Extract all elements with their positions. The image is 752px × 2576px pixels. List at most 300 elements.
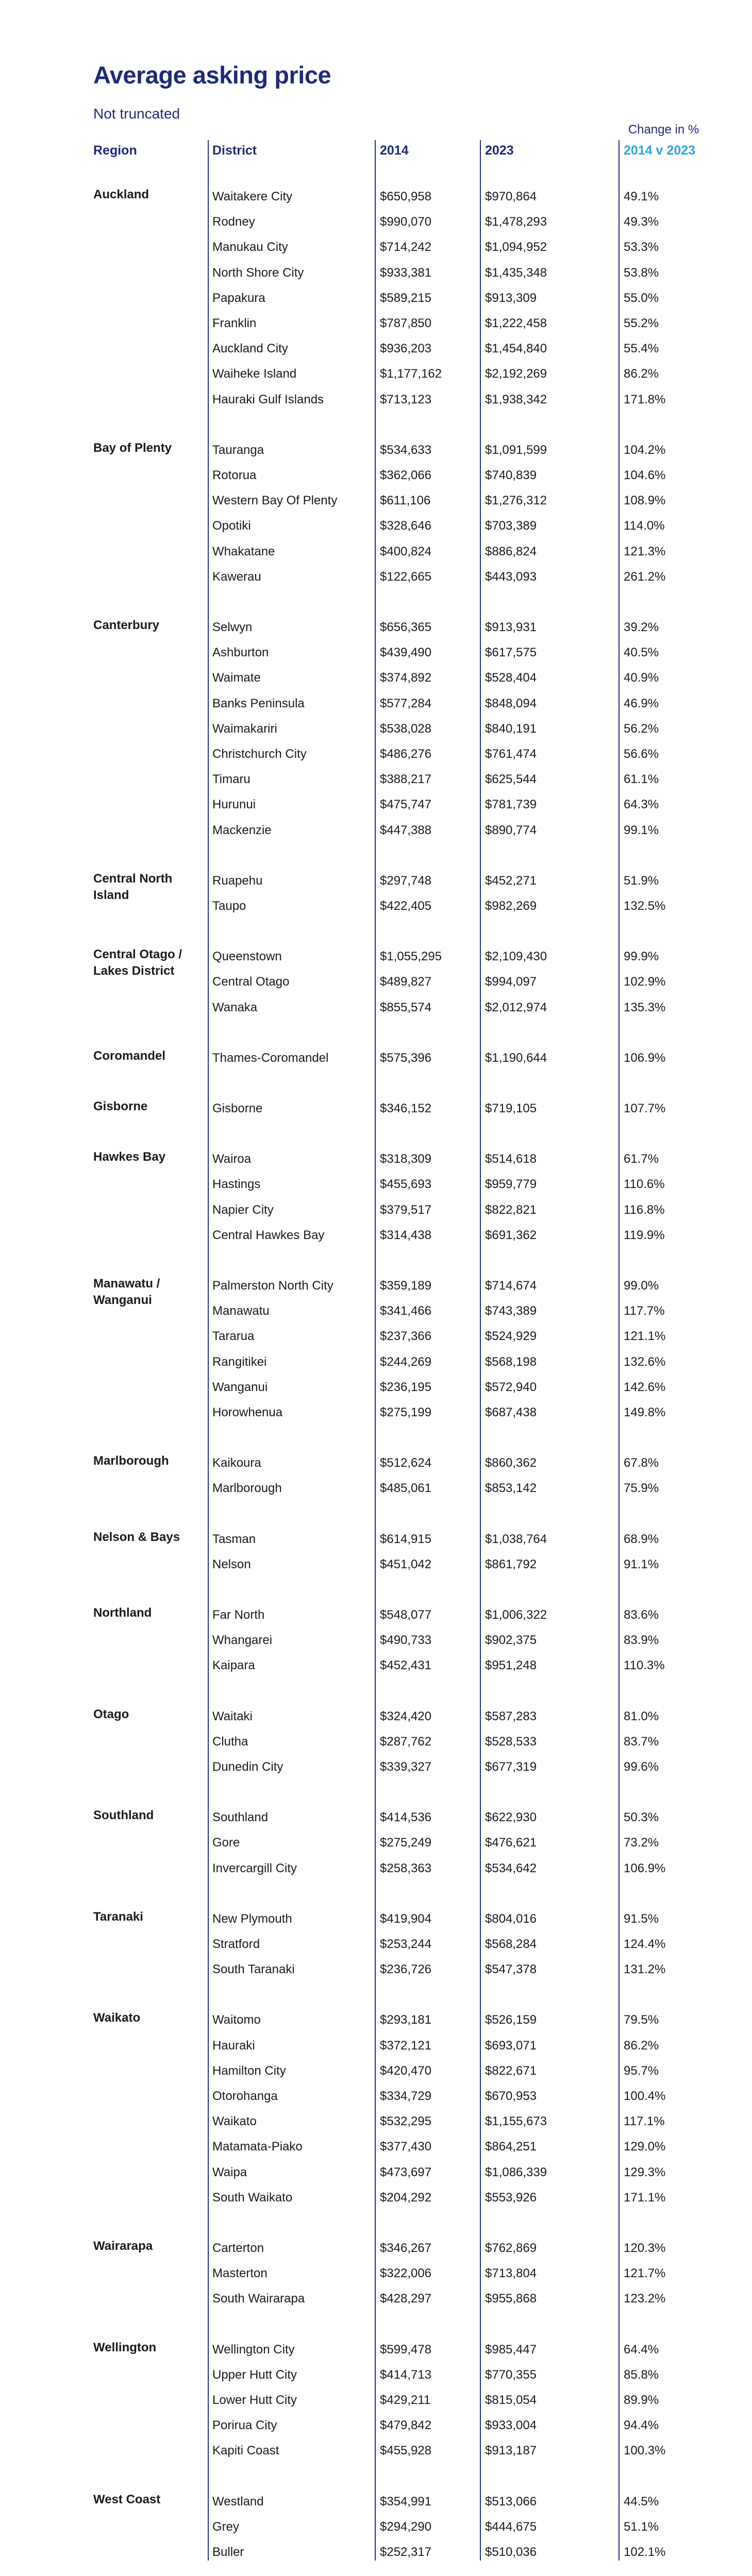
district-cell: Whangarei	[212, 1633, 273, 1648]
price-2014-cell: $475,747	[380, 798, 432, 812]
price-2023-cell: $670,953	[485, 2089, 537, 2103]
price-2023-cell: $693,071	[485, 2038, 537, 2053]
table-row	[0, 2088, 752, 2113]
price-2014-cell: $346,152	[380, 1101, 432, 1115]
district-cell: Central Hawkes Bay	[212, 1228, 325, 1242]
price-2023-cell: $568,198	[485, 1354, 537, 1369]
price-2023-cell: $587,283	[485, 1709, 537, 1723]
district-cell: Rangitikei	[212, 1354, 267, 1369]
price-2014-cell: $253,244	[380, 1937, 432, 1951]
table-row	[0, 1354, 752, 1379]
change-percent-cell: 102.9%	[624, 975, 666, 989]
price-2023-cell: $703,389	[485, 519, 537, 533]
change-percent-cell: 61.1%	[624, 772, 659, 787]
district-cell: Opotiki	[212, 519, 251, 533]
price-2014-cell: $414,713	[380, 2367, 432, 2382]
district-cell: Far North	[212, 1608, 265, 1622]
change-percent-cell: 99.9%	[624, 950, 659, 964]
district-cell: South Wairarapa	[212, 2292, 305, 2306]
change-percent-cell: 67.8%	[624, 1456, 659, 1470]
price-2023-cell: $840,191	[485, 721, 537, 736]
table-row	[0, 1657, 752, 1683]
region-name: Waikato	[93, 2011, 141, 2025]
district-cell: Marlborough	[212, 1481, 282, 1496]
price-2023-cell: $510,036	[485, 2545, 537, 2559]
district-cell: Waitomo	[212, 2013, 261, 2027]
table-row	[0, 1809, 752, 1835]
district-cell: Nelson	[212, 1557, 251, 1571]
change-percent-cell: 108.9%	[624, 494, 666, 508]
price-2014-cell: $589,215	[380, 291, 432, 305]
district-cell: Napier City	[212, 1202, 274, 1217]
region-name: Wellington	[93, 2340, 157, 2354]
change-percent-cell: 135.3%	[624, 1000, 666, 1014]
price-2023-cell: $822,671	[485, 2063, 537, 2078]
district-cell: South Waikato	[212, 2190, 293, 2205]
price-2023-cell: $770,355	[485, 2367, 537, 2382]
region-name: Gisborne	[93, 1099, 148, 1113]
table-row	[0, 873, 752, 898]
price-2014-cell: $400,824	[380, 544, 432, 558]
price-2023-cell: $524,929	[485, 1329, 537, 1344]
price-2014-cell: $339,327	[380, 1760, 432, 1774]
price-2014-cell: $294,290	[380, 2519, 432, 2534]
change-percent-cell: 171.1%	[624, 2190, 666, 2205]
region-name: Central Otago / Lakes District	[93, 947, 182, 978]
price-2023-cell: $687,438	[485, 1405, 537, 1419]
table-row	[0, 1911, 752, 1936]
district-cell: Manawatu	[212, 1304, 270, 1318]
change-percent-cell: 46.9%	[624, 696, 659, 710]
price-2014-cell: $334,729	[380, 2089, 432, 2103]
price-2014-cell: $575,396	[380, 1050, 432, 1065]
district-cell: Stratford	[212, 1937, 260, 1951]
district-cell: Timaru	[212, 772, 250, 787]
region-name: Marlborough	[93, 1454, 169, 1468]
district-cell: North Shore City	[212, 265, 304, 280]
price-2023-cell: $762,869	[485, 2241, 537, 2255]
table-row	[0, 265, 752, 290]
price-2023-cell: $1,091,599	[485, 443, 547, 457]
price-2023-cell: $1,478,293	[485, 215, 547, 229]
district-column-header: District	[212, 143, 257, 158]
change-percent-cell: 64.3%	[624, 798, 659, 812]
district-cell: Tasman	[212, 1532, 256, 1546]
district-cell: Upper Hutt City	[212, 2367, 297, 2382]
change-percent-cell: 110.6%	[624, 1177, 665, 1192]
price-2023-cell: $2,109,430	[485, 950, 547, 964]
price-2014-cell: $933,381	[380, 265, 432, 280]
region-name: Bay of Plenty	[93, 440, 172, 455]
change-column-header: 2014 v 2023	[624, 143, 696, 158]
price-2023-cell: $553,926	[485, 2190, 537, 2205]
price-2023-cell: $1,938,342	[485, 392, 547, 406]
table-row	[0, 2190, 752, 2215]
price-2023-cell: $514,618	[485, 1152, 537, 1166]
price-2023-cell: $740,839	[485, 468, 537, 482]
price-2014-cell: $512,624	[380, 1456, 432, 1470]
price-2023-cell: $1,435,348	[485, 265, 547, 280]
price-2014-cell: $237,366	[380, 1329, 432, 1344]
price-2014-cell: $354,991	[380, 2494, 432, 2509]
change-percent-cell: 114.0%	[624, 519, 665, 533]
year-2014-column-header: 2014	[380, 143, 409, 158]
district-cell: Banks Peninsula	[212, 696, 305, 710]
district-cell: Hamilton City	[212, 2063, 286, 2078]
price-2014-cell: $420,470	[380, 2063, 432, 2078]
price-2014-cell: $244,269	[380, 1354, 432, 1369]
price-2023-cell: $547,378	[485, 1962, 537, 1977]
price-2014-cell: $428,297	[380, 2292, 432, 2306]
price-2014-cell: $429,211	[380, 2393, 431, 2407]
price-2014-cell: $490,733	[380, 1633, 432, 1648]
district-cell: Westland	[212, 2494, 264, 2509]
price-2023-cell: $890,774	[485, 823, 537, 837]
price-2023-cell: $572,940	[485, 1380, 537, 1394]
change-percent-cell: 100.4%	[624, 2089, 666, 2103]
price-2023-cell: $861,792	[485, 1557, 537, 1571]
region-name: Manawatu / Wanganui	[93, 1277, 160, 1307]
price-2014-cell: $414,536	[380, 1810, 432, 1825]
price-2023-cell: $443,093	[485, 569, 537, 584]
table-row	[0, 1607, 752, 1632]
price-2023-cell: $913,309	[485, 291, 537, 305]
price-2014-cell: $287,762	[380, 1734, 432, 1749]
price-2014-cell: $204,292	[380, 2190, 432, 2205]
table-row	[0, 1050, 752, 1075]
price-2014-cell: $455,693	[380, 1177, 432, 1192]
district-cell: Thames-Coromandel	[212, 1050, 329, 1065]
price-2014-cell: $346,267	[380, 2241, 432, 2255]
district-cell: Porirua City	[212, 2418, 277, 2433]
price-2014-cell: $486,276	[380, 747, 432, 761]
change-percent-cell: 106.9%	[624, 1050, 666, 1065]
district-cell: Horowhenua	[212, 1405, 283, 1419]
price-2023-cell: $534,642	[485, 1861, 537, 1875]
price-2014-cell: $324,420	[380, 1709, 432, 1723]
price-2023-cell: $2,192,269	[485, 367, 547, 381]
price-2014-cell: $451,042	[380, 1557, 432, 1571]
table-row	[0, 189, 752, 214]
table-row	[0, 2342, 752, 2367]
table-row	[0, 999, 752, 1025]
table-row	[0, 239, 752, 264]
district-cell: Selwyn	[212, 620, 253, 634]
change-percent-cell: 73.2%	[624, 1836, 659, 1850]
change-column-note: Change in %	[628, 123, 699, 137]
price-2023-cell: $677,319	[485, 1760, 537, 1774]
price-2014-cell: $611,106	[380, 494, 431, 508]
table-row	[0, 974, 752, 999]
change-percent-cell: 40.9%	[624, 671, 659, 685]
change-percent-cell: 55.0%	[624, 291, 659, 305]
change-percent-cell: 121.1%	[624, 1329, 666, 1344]
change-percent-cell: 261.2%	[624, 569, 666, 584]
change-percent-cell: 99.6%	[624, 1760, 659, 1774]
price-2023-cell: $761,474	[485, 747, 537, 761]
change-percent-cell: 95.7%	[624, 2063, 659, 2078]
price-2014-cell: $328,646	[380, 519, 432, 533]
region-name: Southland	[93, 1808, 154, 1823]
price-2023-cell: $617,575	[485, 646, 537, 660]
price-2014-cell: $236,726	[380, 1962, 432, 1977]
price-2014-cell: $388,217	[380, 772, 432, 787]
price-2023-cell: $913,187	[485, 2444, 537, 2458]
district-cell: Kaipara	[212, 1658, 255, 1673]
price-2014-cell: $936,203	[380, 342, 432, 356]
change-percent-cell: 79.5%	[624, 2013, 659, 2027]
price-2023-cell: $452,271	[485, 873, 537, 888]
region-column-header: Region	[93, 143, 137, 158]
price-2023-cell: $994,097	[485, 975, 537, 989]
price-2014-cell: $650,958	[380, 190, 432, 204]
price-2014-cell: $379,517	[380, 1202, 432, 1217]
change-percent-cell: 121.7%	[624, 2266, 666, 2281]
change-percent-cell: 86.2%	[624, 367, 659, 381]
change-percent-cell: 123.2%	[624, 2292, 666, 2306]
change-percent-cell: 91.1%	[624, 1557, 659, 1571]
price-2023-cell: $513,066	[485, 2494, 537, 2509]
change-percent-cell: 51.1%	[624, 2519, 659, 2534]
change-percent-cell: 53.8%	[624, 265, 659, 280]
district-cell: Masterton	[212, 2266, 268, 2281]
district-cell: Matamata-Piako	[212, 2140, 303, 2154]
price-2014-cell: $359,189	[380, 1279, 432, 1293]
change-percent-cell: 40.5%	[624, 646, 659, 660]
price-2014-cell: $236,195	[380, 1380, 432, 1394]
table-row	[0, 1860, 752, 1886]
price-2023-cell: $886,824	[485, 544, 537, 558]
table-row	[0, 645, 752, 670]
price-2023-cell: $848,094	[485, 696, 537, 710]
change-percent-cell: 106.9%	[624, 1861, 666, 1875]
table-row	[0, 2417, 752, 2443]
table-row	[0, 1379, 752, 1404]
price-2023-cell: $959,779	[485, 1177, 537, 1192]
district-cell: Lower Hutt City	[212, 2393, 297, 2407]
change-percent-cell: 85.8%	[624, 2367, 659, 2382]
region-name: Auckland	[93, 188, 149, 201]
change-percent-cell: 104.6%	[624, 468, 666, 482]
price-2014-cell: $532,295	[380, 2114, 432, 2129]
price-2023-cell: $815,054	[485, 2393, 537, 2407]
price-2023-cell: $933,004	[485, 2418, 537, 2433]
price-2014-cell: $252,317	[380, 2545, 432, 2559]
change-percent-cell: 61.7%	[624, 1152, 659, 1166]
change-percent-cell: 51.9%	[624, 873, 659, 888]
price-2023-cell: $913,931	[485, 620, 537, 634]
price-2014-cell: $855,574	[380, 1000, 432, 1014]
change-percent-cell: 44.5%	[624, 2494, 659, 2509]
table-row	[0, 2240, 752, 2265]
price-2023-cell: $714,674	[485, 1279, 537, 1293]
change-percent-cell: 149.8%	[624, 1405, 666, 1419]
table-row	[0, 467, 752, 493]
district-cell: Auckland City	[212, 342, 288, 356]
district-cell: Hauraki Gulf Islands	[212, 392, 324, 406]
price-2023-cell: $853,142	[485, 1481, 537, 1496]
district-cell: New Plymouth	[212, 1911, 292, 1926]
price-2014-cell: $548,077	[380, 1608, 432, 1622]
change-percent-cell: 68.9%	[624, 1532, 659, 1546]
price-2023-cell: $951,248	[485, 1658, 537, 1673]
change-percent-cell: 91.5%	[624, 1911, 659, 1926]
district-cell: Waitaki	[212, 1709, 253, 1723]
change-percent-cell: 81.0%	[624, 1709, 659, 1723]
price-2014-cell: $485,061	[380, 1481, 432, 1496]
price-2023-cell: $1,038,764	[485, 1532, 547, 1546]
table-row	[0, 518, 752, 543]
price-2014-cell: $297,748	[380, 873, 432, 888]
table-row	[0, 392, 752, 417]
district-cell: Kapiti Coast	[212, 2444, 279, 2458]
table-row	[0, 1100, 752, 1126]
price-2023-cell: $476,621	[485, 1836, 537, 1850]
table-row	[0, 948, 752, 974]
table-row	[0, 1328, 752, 1353]
page-subtitle: Not truncated	[93, 106, 180, 122]
change-percent-cell: 50.3%	[624, 1810, 659, 1825]
table-row	[0, 1556, 752, 1582]
price-2014-cell: $422,405	[380, 899, 432, 913]
table-row	[0, 2012, 752, 2037]
change-percent-cell: 142.6%	[624, 1380, 666, 1394]
price-2014-cell: $473,697	[380, 2165, 432, 2179]
district-cell: Grey	[212, 2519, 240, 2534]
price-2023-cell: $444,675	[485, 2519, 537, 2534]
table-row	[0, 2139, 752, 2164]
region-name: Nelson & Bays	[93, 1530, 180, 1544]
district-cell: Invercargill City	[212, 1861, 297, 1875]
price-2023-cell: $1,222,458	[485, 316, 547, 330]
price-2014-cell: $656,365	[380, 620, 432, 634]
table-row	[0, 1202, 752, 1227]
price-2014-cell: $275,199	[380, 1405, 432, 1419]
district-cell: Queenstown	[212, 950, 282, 964]
price-2023-cell: $1,094,952	[485, 240, 547, 255]
price-2023-cell: $713,804	[485, 2266, 537, 2281]
change-percent-cell: 132.6%	[624, 1354, 666, 1369]
district-cell: Hurunui	[212, 798, 256, 812]
table-row	[0, 2063, 752, 2088]
change-percent-cell: 56.2%	[624, 721, 659, 736]
table-row	[0, 2164, 752, 2190]
table-row	[0, 619, 752, 645]
price-2023-cell: $781,739	[485, 798, 537, 812]
change-percent-cell: 129.3%	[624, 2165, 666, 2179]
table-row	[0, 569, 752, 594]
table-row	[0, 2392, 752, 2417]
change-percent-cell: 64.4%	[624, 2342, 659, 2357]
table-row	[0, 341, 752, 366]
table-row	[0, 2113, 752, 2139]
district-cell: Christchurch City	[212, 747, 307, 761]
price-2014-cell: $990,070	[380, 215, 432, 229]
table-row	[0, 822, 752, 848]
district-cell: Mackenzie	[212, 823, 272, 837]
district-cell: Whakatane	[212, 544, 275, 558]
district-cell: Rotorua	[212, 468, 257, 482]
change-percent-cell: 49.3%	[624, 215, 659, 229]
district-cell: Papakura	[212, 291, 265, 305]
district-cell: Ruapehu	[212, 873, 263, 888]
table-row	[0, 1176, 752, 1201]
table-row	[0, 1480, 752, 1505]
price-2023-cell: $1,006,322	[485, 1608, 547, 1622]
price-2014-cell: $479,842	[380, 2418, 432, 2433]
table-row	[0, 1531, 752, 1556]
price-2014-cell: $1,177,162	[380, 367, 442, 381]
change-percent-cell: 132.5%	[624, 899, 666, 913]
table-row	[0, 670, 752, 695]
price-2014-cell: $439,490	[380, 646, 432, 660]
price-2023-cell: $568,284	[485, 1937, 537, 1951]
change-percent-cell: 99.0%	[624, 1279, 659, 1293]
change-percent-cell: 104.2%	[624, 443, 666, 457]
district-cell: Tararua	[212, 1329, 255, 1344]
district-cell: Southland	[212, 1810, 269, 1825]
price-2014-cell: $787,850	[380, 316, 432, 330]
price-2014-cell: $372,121	[380, 2038, 432, 2053]
district-cell: Waipa	[212, 2165, 247, 2179]
district-cell: Central Otago	[212, 975, 290, 989]
change-percent-cell: 55.2%	[624, 316, 659, 330]
price-2014-cell: $538,028	[380, 721, 432, 736]
district-cell: Rodney	[212, 215, 255, 229]
price-2014-cell: $314,438	[380, 1228, 432, 1242]
district-cell: Waitakere City	[212, 190, 293, 204]
change-percent-cell: 75.9%	[624, 1481, 659, 1496]
price-2014-cell: $599,478	[380, 2342, 432, 2357]
district-cell: Wanaka	[212, 1000, 258, 1014]
change-percent-cell: 120.3%	[624, 2241, 666, 2255]
change-percent-cell: 131.2%	[624, 1962, 666, 1977]
table-row	[0, 442, 752, 467]
district-cell: Wairoa	[212, 1152, 252, 1166]
table-row	[0, 493, 752, 518]
price-2023-cell: $526,159	[485, 2013, 537, 2027]
price-2014-cell: $1,055,295	[380, 950, 442, 964]
change-percent-cell: 53.3%	[624, 240, 659, 255]
region-name: Central North Island	[93, 871, 173, 902]
change-percent-cell: 39.2%	[624, 620, 659, 634]
change-percent-cell: 129.0%	[624, 2140, 666, 2154]
district-cell: Buller	[212, 2545, 244, 2559]
price-2023-cell: $822,821	[485, 1202, 537, 1217]
table-row	[0, 2443, 752, 2468]
district-cell: Gisborne	[212, 1101, 263, 1115]
district-cell: Taupo	[212, 899, 246, 913]
table-row	[0, 544, 752, 569]
district-cell: Carterton	[212, 2241, 264, 2255]
table-row	[0, 214, 752, 239]
region-name: Canterbury	[93, 618, 160, 632]
change-percent-cell: 110.3%	[624, 1658, 665, 1673]
price-2023-cell: $982,269	[485, 899, 537, 913]
district-cell: Waimate	[212, 671, 261, 685]
change-percent-cell: 116.8%	[624, 1202, 665, 1217]
price-2023-cell: $860,362	[485, 1456, 537, 1470]
table-row	[0, 746, 752, 771]
price-2023-cell: $902,375	[485, 1633, 537, 1648]
year-2023-column-header: 2023	[485, 143, 514, 158]
price-2023-cell: $625,544	[485, 772, 537, 787]
price-2023-cell: $1,190,644	[485, 1050, 547, 1065]
price-2014-cell: $614,915	[380, 1532, 432, 1546]
district-cell: Kawerau	[212, 569, 261, 584]
table-row	[0, 1734, 752, 1759]
table-row	[0, 2265, 752, 2291]
